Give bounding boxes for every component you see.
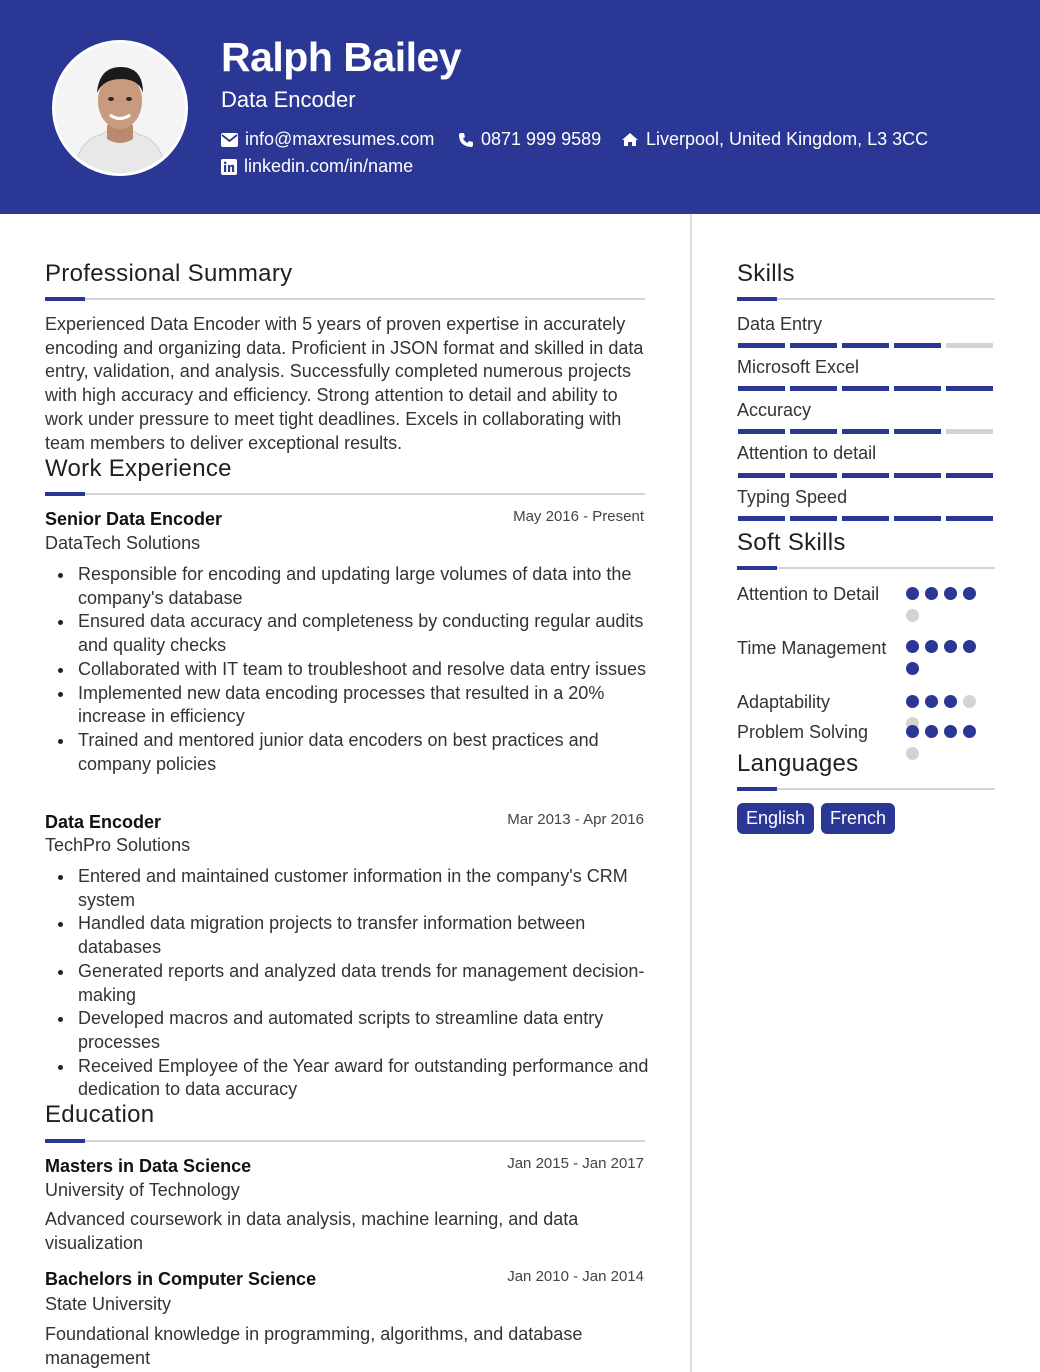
skill-segment-filled [894,386,941,391]
languages-heading: Languages [737,750,859,777]
rating-dot-filled [906,725,919,738]
skill-segment-filled [894,516,941,521]
education-date: Jan 2010 - Jan 2014 [507,1268,644,1285]
candidate-title: Data Encoder [221,87,356,112]
skill-segment-empty [946,429,993,434]
summary-text: Experienced Data Encoder with 5 years of proven expertise in accurately encoding and organizing data. Proficient in JSON format and skilled in data entry, validation, and analysis. Successfully completed numerous projects with high accuracy and efficiency. Strong attention to detail and ability to work under pressure to meet tight deadlines. Excels in collaborating with team members to deliver exceptional results. [45,314,644,453]
email-text: info@maxresumes.com [245,129,435,149]
education-heading: Education [45,1101,155,1128]
language-list [737,803,895,834]
list-item: Received Employee of the Year award for outstanding performance and dedication to data accuracy [45,1055,650,1102]
skill-rating-bar [738,386,993,391]
skill-segment-filled [946,516,993,521]
list-item: Generated reports and analyzed data trends for management decision-making [45,960,650,1007]
rating-dot-filled [963,640,976,653]
job-bullets [45,563,650,776]
resume-header [0,0,1040,214]
rating-dot-filled [944,725,957,738]
contact-email[interactable] [221,129,434,150]
linkedin-text: linkedin.com/in/name [244,156,414,176]
list-item: Developed macros and automated scripts to streamline data entry processes [45,1007,650,1054]
soft-skill-rating [906,640,986,675]
list-item: Implemented new data encoding processes that resulted in a 20% increase in efficiency [45,682,650,729]
skill-segment-filled [738,516,785,521]
soft-skill-rating [906,587,986,622]
skill-segment-filled [842,516,889,521]
rating-dot-filled [925,640,938,653]
rating-dot-filled [906,640,919,653]
rating-dot-filled [944,640,957,653]
languages-accent [737,787,777,791]
skill-segment-filled [842,473,889,478]
school-name: State University [45,1294,172,1314]
contact-location [621,129,928,150]
list-item: Handled data migration projects to transfer information between databases [45,912,650,959]
skill-rating-bar [738,473,993,478]
job-role: Data Encoder [45,812,162,832]
skill-segment-filled [790,343,837,348]
skill-segment-filled [894,429,941,434]
skill-segment-filled [894,473,941,478]
linkedin-icon [221,159,237,175]
education-accent [45,1139,85,1143]
degree-title: Masters in Data Science [45,1156,252,1176]
skill-segment-filled [842,343,889,348]
skills-heading: Skills [737,260,795,287]
rating-dot-empty [906,747,919,760]
envelope-icon [221,133,238,147]
rating-dot-filled [906,587,919,600]
soft-skill-name: Attention to Detail [737,584,880,604]
skills-accent [737,297,777,301]
job-date: May 2016 - Present [513,508,644,525]
skill-name: Attention to detail [737,443,877,463]
rating-dot-filled [963,725,976,738]
home-icon [621,132,639,147]
rating-dot-filled [925,587,938,600]
skill-segment-filled [738,386,785,391]
education-description: Advanced coursework in data analysis, machine learning, and data visualization [45,1209,579,1253]
degree-title: Bachelors in Computer Science [45,1269,317,1289]
summary-accent [45,297,85,301]
rating-dot-filled [906,662,919,675]
education-date: Jan 2015 - Jan 2017 [507,1155,644,1172]
skill-rating-bar [738,429,993,434]
experience-rule [45,493,645,495]
job-company: TechPro Solutions [45,835,191,855]
language-badge: English [737,803,814,834]
language-badge: French [821,803,895,834]
summary-heading: Professional Summary [45,260,293,287]
skill-name: Accuracy [737,400,812,420]
profile-photo [52,40,188,176]
skill-name: Data Entry [737,314,823,334]
contact-linkedin[interactable] [221,156,413,177]
column-divider [690,214,692,1372]
list-item: Entered and maintained customer information in the company's CRM system [45,865,650,912]
skill-name: Typing Speed [737,487,848,507]
skill-segment-empty [946,343,993,348]
skill-segment-filled [738,473,785,478]
skill-segment-filled [738,429,785,434]
skill-segment-filled [738,343,785,348]
soft-skill-name: Problem Solving [737,722,869,742]
soft-skill-name: Adaptability [737,692,831,712]
soft-skill-name: Time Management [737,638,887,658]
soft-skills-heading: Soft Skills [737,529,846,556]
job-date: Mar 2013 - Apr 2016 [507,811,644,828]
rating-dot-filled [925,695,938,708]
location-text: Liverpool, United Kingdom, L3 3CC [646,129,929,149]
soft-skill-rating [906,725,986,760]
skill-segment-filled [790,429,837,434]
soft-skills-accent [737,566,777,570]
person-photo-icon [55,43,185,173]
skill-segment-filled [946,473,993,478]
rating-dot-empty [963,695,976,708]
list-item: Responsible for encoding and updating large volumes of data into the company's database [45,563,650,610]
phone-text: 0871 999 9589 [481,129,602,149]
phone-icon [458,132,474,148]
education-rule [45,1140,645,1142]
skill-segment-filled [790,516,837,521]
rating-dot-empty [906,609,919,622]
skill-rating-bar [738,343,993,348]
experience-accent [45,492,85,496]
rating-dot-filled [906,695,919,708]
skill-segment-filled [790,386,837,391]
rating-dot-filled [925,725,938,738]
school-name: University of Technology [45,1180,240,1200]
job-bullets [45,865,650,1102]
skill-segment-filled [894,343,941,348]
job-role: Senior Data Encoder [45,509,223,529]
skill-segment-filled [842,429,889,434]
candidate-name: Ralph Bailey [221,34,462,80]
list-item: Trained and mentored junior data encoders on best practices and company policies [45,729,650,776]
summary-rule [45,298,645,300]
education-description: Foundational knowledge in programming, algorithms, and database management [45,1324,583,1368]
contact-phone[interactable] [458,129,601,150]
list-item: Collaborated with IT team to troubleshoot and resolve data entry issues [45,658,650,682]
job-company: DataTech Solutions [45,533,201,553]
rating-dot-filled [963,587,976,600]
list-item: Ensured data accuracy and completeness by conducting regular audits and quality checks [45,610,650,657]
skill-segment-filled [842,386,889,391]
skill-name: Microsoft Excel [737,357,860,377]
rating-dot-filled [944,695,957,708]
skill-rating-bar [738,516,993,521]
rating-dot-filled [944,587,957,600]
skill-segment-filled [790,473,837,478]
experience-heading: Work Experience [45,455,232,482]
skill-segment-filled [946,386,993,391]
